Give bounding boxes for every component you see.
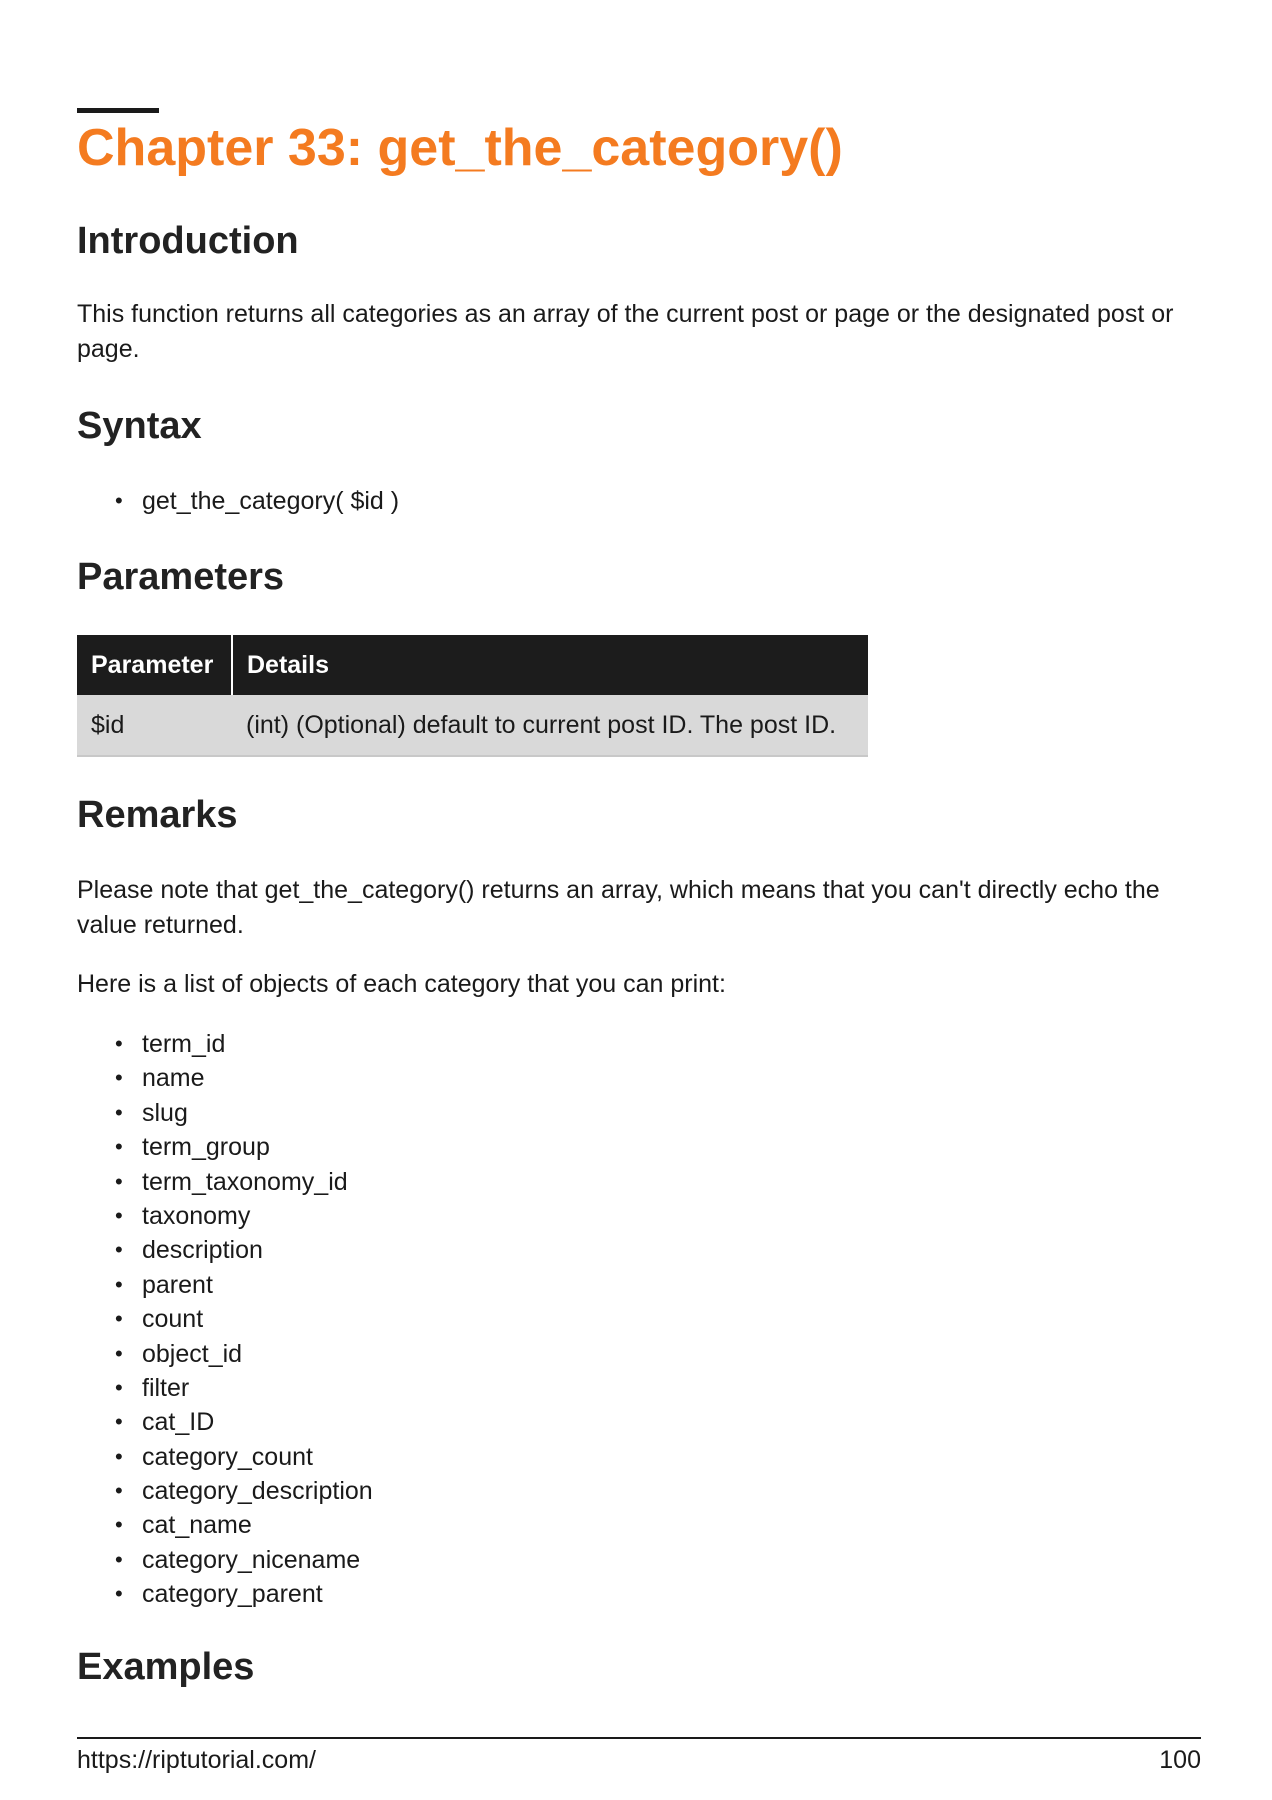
list-item: • cat_name — [77, 1508, 373, 1542]
bullet-icon: • — [115, 1099, 123, 1125]
list-item: • description — [77, 1233, 373, 1267]
syntax-heading: Syntax — [77, 405, 202, 447]
list-item: • term_group — [77, 1130, 373, 1164]
chapter-title: Chapter 33: get_the_category() — [77, 119, 843, 177]
list-item: • category_parent — [77, 1577, 373, 1611]
list-item: • object_id — [77, 1337, 373, 1371]
list-item: • term_taxonomy_id — [77, 1165, 373, 1199]
bullet-icon: • — [115, 1237, 123, 1263]
list-item: • count — [77, 1302, 373, 1336]
bullet-icon: • — [115, 1031, 123, 1056]
bullet-icon: • — [115, 488, 123, 513]
column-header-parameter: Parameter — [77, 635, 232, 695]
table-row — [77, 695, 868, 756]
bullet-icon: • — [115, 1374, 123, 1400]
list-item: • term_id — [77, 1027, 373, 1061]
remarks-text-2: Here is a list of objects of each category that you can print: — [77, 970, 726, 998]
table-cell-details: (int) (Optional) default to current post ID. The post ID. — [232, 695, 868, 756]
list-item: • category_count — [77, 1440, 373, 1474]
list-item: • cat_ID — [77, 1405, 373, 1439]
footer-url-link[interactable]: https://riptutorial.com/ — [77, 1746, 316, 1774]
bullet-icon: • — [115, 1065, 123, 1091]
list-item: • filter — [77, 1371, 373, 1405]
bullet-icon: • — [115, 1202, 123, 1228]
bullet-icon: • — [115, 1168, 123, 1194]
examples-heading: Examples — [77, 1646, 255, 1688]
bullet-icon: • — [115, 1409, 123, 1435]
bullet-icon: • — [115, 1581, 123, 1607]
parameters-heading: Parameters — [77, 556, 285, 598]
parameters-table — [77, 635, 868, 757]
table-header-row — [77, 635, 868, 695]
bullet-icon: • — [115, 1340, 123, 1366]
remarks-text-1: Please note that get_the_category() returns an array, which means that you can't directly echo the value returned. — [77, 876, 1160, 939]
bullet-icon: • — [115, 1271, 123, 1297]
list-item: • name — [77, 1061, 373, 1095]
page-number: 100 — [1159, 1746, 1201, 1774]
syntax-list — [77, 484, 399, 518]
bullet-icon: • — [115, 1134, 123, 1160]
bullet-icon: • — [115, 1512, 123, 1538]
table-cell-parameter: $id — [77, 695, 232, 756]
document-page — [77, 0, 1201, 1800]
bullet-icon: • — [115, 1546, 123, 1572]
bullet-icon: • — [115, 1443, 123, 1469]
list-item: • category_nicename — [77, 1543, 373, 1577]
list-item: • slug — [77, 1096, 373, 1130]
bullet-icon: • — [115, 1478, 123, 1504]
remarks-heading: Remarks — [77, 794, 238, 836]
column-header-details: Details — [232, 635, 868, 695]
category-fields-list — [77, 1027, 373, 1612]
list-item: • category_description — [77, 1474, 373, 1508]
list-item: • get_the_category( $id ) — [77, 484, 399, 518]
list-item: • parent — [77, 1268, 373, 1302]
footer-rule — [77, 1737, 1201, 1739]
list-item: • taxonomy — [77, 1199, 373, 1233]
introduction-heading: Introduction — [77, 220, 299, 262]
bullet-icon: • — [115, 1306, 123, 1332]
introduction-text: This function returns all categories as an array of the current post or page or the designated post or page. — [77, 300, 1174, 363]
